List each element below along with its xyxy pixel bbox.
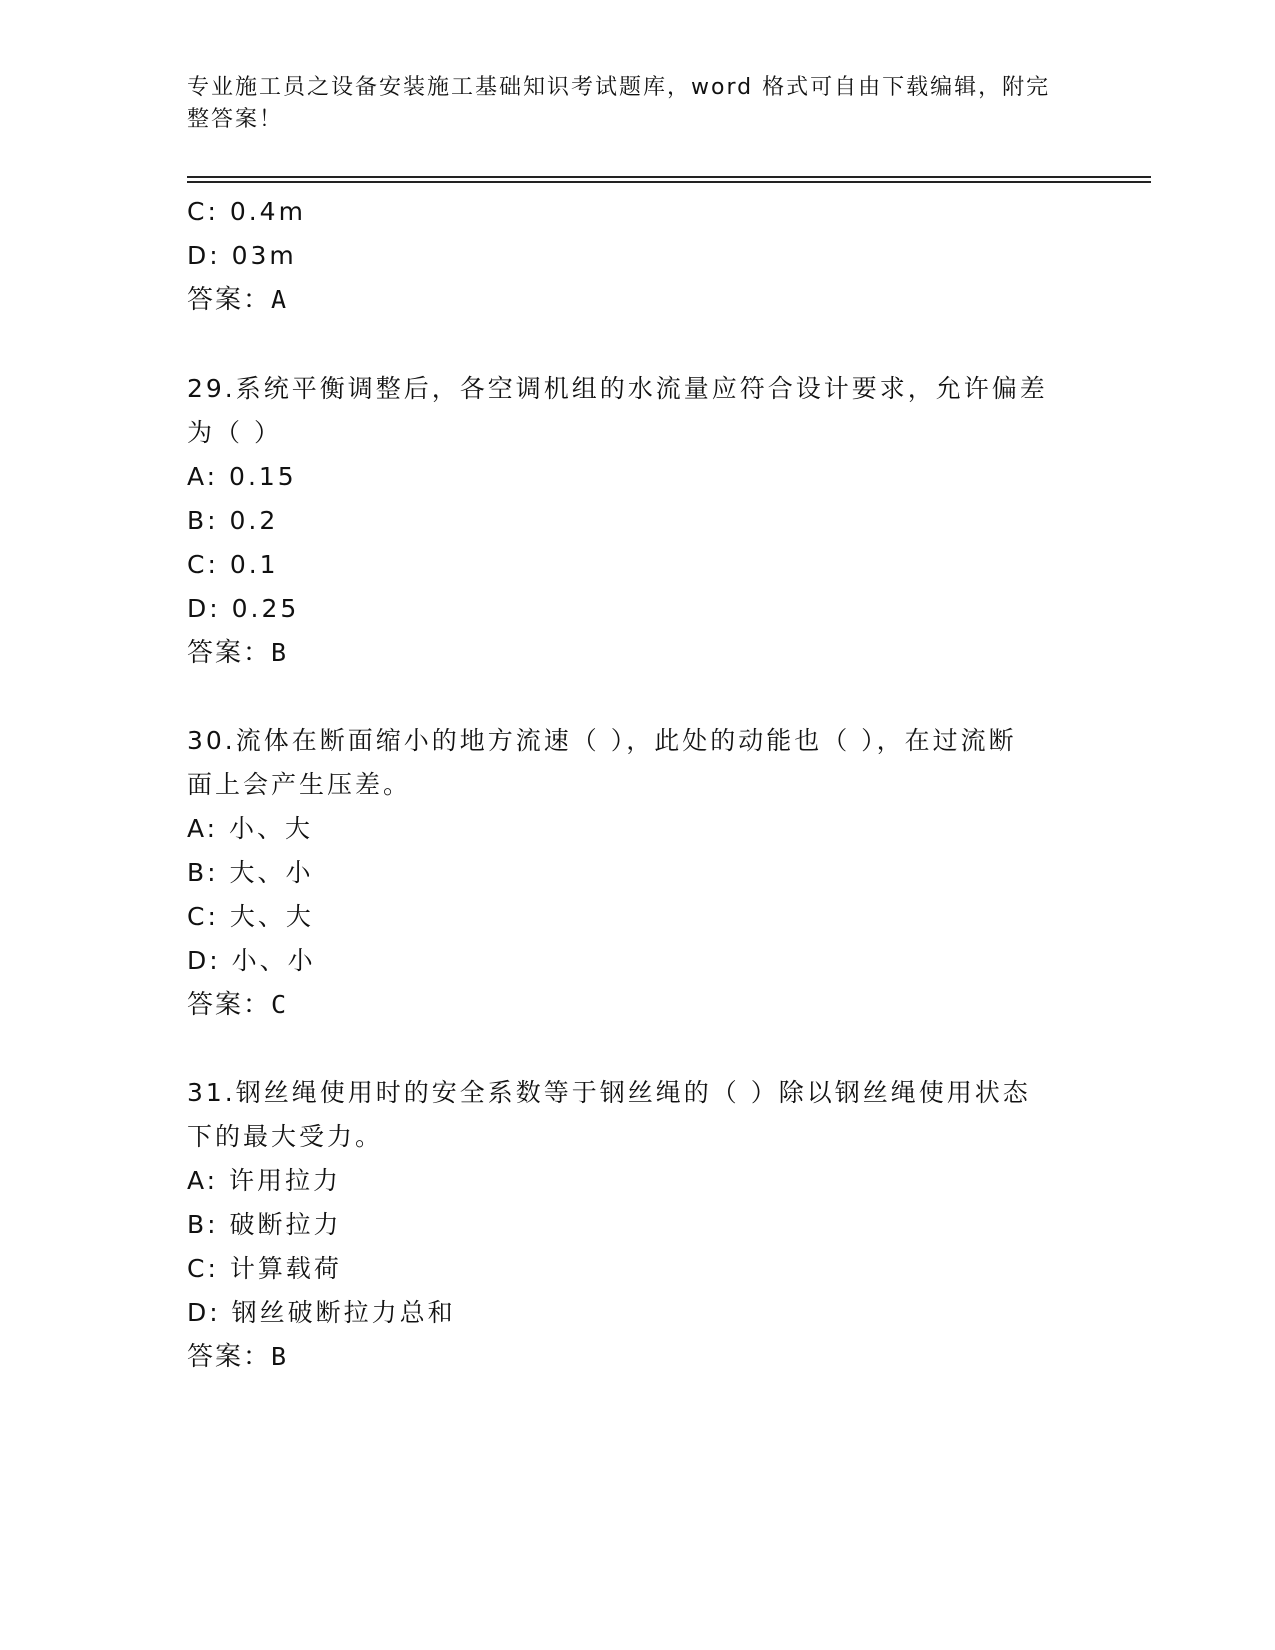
question-31-text-line-2: 下的最大受力。 [187,1122,384,1151]
header-divider-bottom [187,181,1151,183]
header-line-1: 专业施工员之设备安装施工基础知识考试题库，word 格式可自由下载编辑，附完 [187,75,1051,100]
question-30-text-line-1: 30.流体在断面缩小的地方流速（ ），此处的动能也（ ），在过流断 [187,726,1017,755]
answer-value: B [271,1342,289,1371]
answer-label: 答案： [187,1342,272,1372]
question-31-option-c: C: 计算载荷 [187,1254,342,1283]
question-29-option-b: B: 0.2 [187,506,279,535]
answer-label: 答案： [187,990,272,1020]
question-29-option-a: A: 0.15 [187,462,297,491]
question-31-answer [187,1341,288,1373]
question-31-option-b: B: 破断拉力 [187,1210,342,1239]
question-30-option-b: B: 大、小 [187,858,314,887]
question-29-option-d: D: 0.25 [187,594,300,623]
question-30-option-c: C: 大、大 [187,902,314,931]
question-29-option-c: C: 0.1 [187,550,279,579]
header-divider-top [187,176,1151,178]
question-30-option-d: D: 小、小 [187,946,316,975]
question-30-text-line-2: 面上会产生压差。 [187,770,412,799]
question-31-option-a: A: 许用拉力 [187,1166,342,1195]
answer-label: 答案： [187,285,272,315]
question-31-option-d: D: 钢丝破断拉力总和 [187,1298,456,1327]
question-29-answer [187,637,288,669]
header-line-2: 整答案！ [187,107,284,132]
answer-value: C [271,990,289,1019]
prev-answer [187,284,288,316]
answer-value: A [271,285,289,314]
prev-option-d: D: 03m [187,241,297,270]
question-31-text-line-1: 31.钢丝绳使用时的安全系数等于钢丝绳的（ ）除以钢丝绳使用状态 [187,1078,1031,1107]
prev-option-c: C: 0.4m [187,197,306,226]
question-30-option-a: A: 小、大 [187,814,314,843]
question-30-answer [187,989,288,1021]
question-29-text-line-2: 为（ ） [187,418,282,447]
answer-label: 答案： [187,638,272,668]
answer-value: B [271,638,289,667]
question-29-text-line-1: 29.系统平衡调整后，各空调机组的水流量应符合设计要求，允许偏差 [187,374,1048,403]
document-header [187,72,1067,136]
